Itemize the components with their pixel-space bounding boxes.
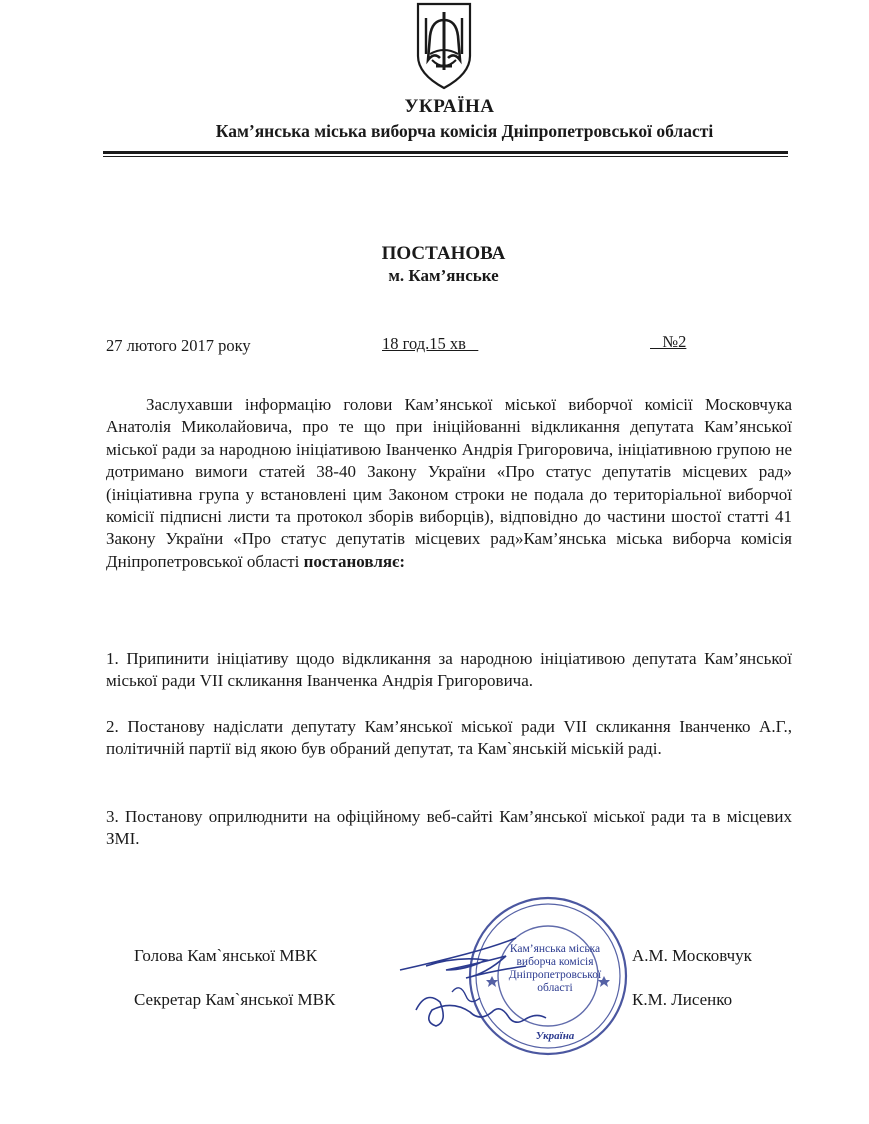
resolution-item: 1. Припинити ініціативу щодо відкликання за народною ініціативою депутата Кам’янської міської ради VII скликання Іванченка Андрія Григоровича.: [106, 649, 792, 691]
header-divider-thin: [103, 156, 788, 157]
body-paragraph: [106, 394, 792, 573]
header-divider-thick: [103, 151, 788, 154]
body-resolution-word: постановляє:: [303, 551, 406, 571]
head-signature-label: Голова Кам`янської МВК: [134, 946, 318, 965]
document-date: 27 лютого 2017 року: [106, 336, 251, 355]
resolution-item: 2. Постанову надіслати депутату Кам’янської міської ради VII скликання Іванченко А.Г., політичній партії від якою був обраний депутат, та Кам`янській міській раді.: [106, 717, 792, 759]
stamp-text: Кам’янська міська виборча комісія Дніпропетровської області: [508, 943, 602, 994]
document-city: м. Кам’янське: [388, 266, 499, 285]
resolution-item: 3. Постанову оприлюднити на офіційному веб-сайті Кам’янської міської ради та в місцевих ЗМІ.: [106, 807, 792, 849]
stamp-bottom-text: Україна: [535, 1030, 575, 1042]
document-title: ПОСТАНОВА: [381, 243, 506, 264]
country-name: УКРАЇНА: [404, 96, 495, 117]
trident-emblem-icon: [412, 0, 476, 92]
head-signature-name: А.М. Московчук: [632, 946, 752, 965]
handwritten-signature: [396, 926, 556, 1046]
body-paragraph-text: Заслухавши інформацію голови Кам’янської міської виборчої комісії Московчука Анатолія Миколайовича, про те що при ініційованні відкликання депутата Кам’янської міської ради за народною ініціативою Іванченко Андрія Григоровича, ініціативною групою не дотримано вимоги статей 38-40 Закону України «Про статус депутатів місцевих рад» (ініціативна група у встановлені цим Законом строки не подала до територіальної виборчої комісії підписні листи та протокол зборів виборців), відповідно до частини шостої статті 41 Закону України «Про статус депутатів місцевих рад»Кам’янська міська виборча комісія Дніпропетровської області: [106, 395, 792, 571]
secretary-signature-name: К.М. Лисенко: [632, 990, 733, 1009]
secretary-signature-label: Секретар Кам`янської МВК: [134, 990, 336, 1009]
document-time: 18 год.15 хв: [382, 334, 479, 353]
document-number: №2: [650, 332, 687, 351]
organization-name: Кам’янська міська виборча комісія Дніпропетровської області: [215, 121, 714, 141]
